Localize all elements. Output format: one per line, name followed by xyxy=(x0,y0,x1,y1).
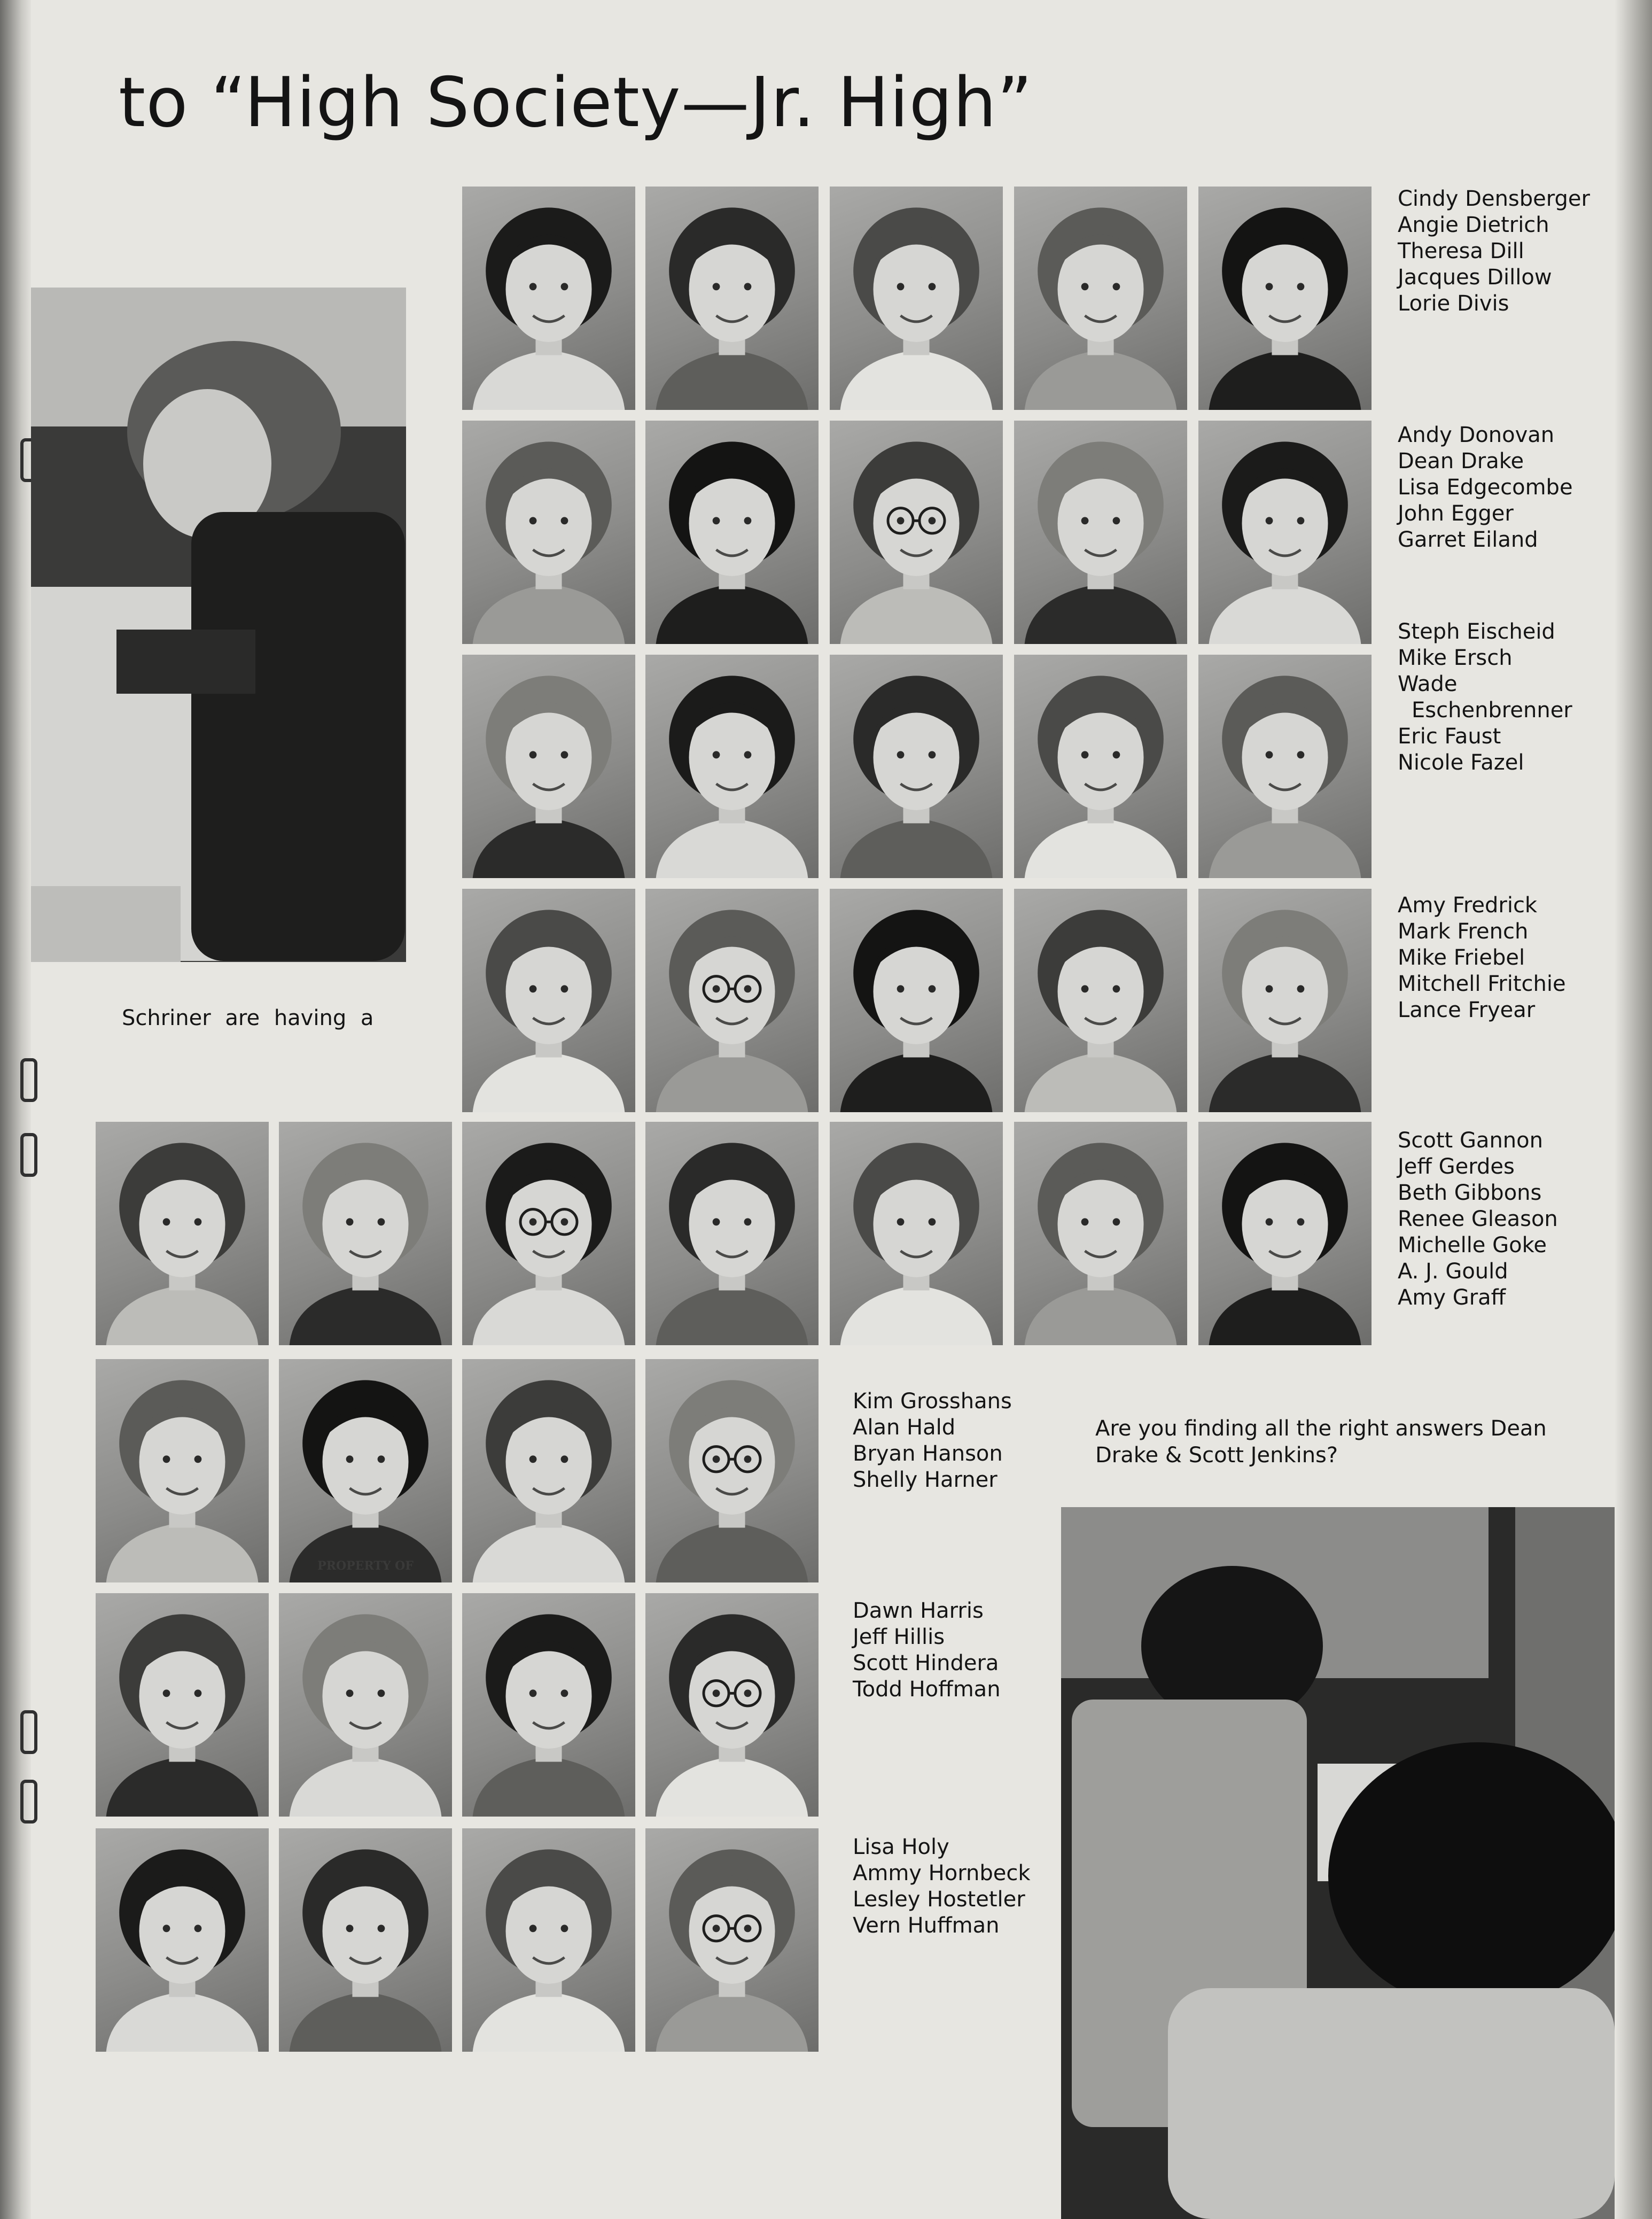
student-name: Jeff Gerdes xyxy=(1398,1154,1515,1179)
caption-right: Are you finding all the right answers Dean Drake & Scott Jenkins? xyxy=(1095,1416,1547,1468)
student-portrait xyxy=(1012,185,1189,412)
student-name: Mike Ersch xyxy=(1398,646,1513,670)
student-portrait xyxy=(94,1592,270,1818)
student-portrait xyxy=(1197,419,1373,646)
student-name: A. J. Gould xyxy=(1398,1259,1508,1284)
student-portrait xyxy=(94,1357,270,1584)
student-name: Todd Hoffman xyxy=(853,1677,1001,1702)
student-portrait xyxy=(94,1120,270,1347)
student-portrait xyxy=(461,653,637,880)
candid-photo-students-studying xyxy=(1061,1507,1615,2219)
student-name: Jeff Hillis xyxy=(853,1625,945,1649)
student-name: Steph Eischeid xyxy=(1398,619,1555,644)
student-name: Dean Drake xyxy=(1398,449,1524,474)
student-name: Amy Fredrick xyxy=(1398,893,1538,918)
student-portrait xyxy=(644,653,820,880)
student-portrait xyxy=(644,419,820,646)
name-list-row-4 xyxy=(1398,893,1566,1023)
student-portrait xyxy=(461,1357,637,1584)
student-portrait xyxy=(461,1592,637,1818)
student-portrait xyxy=(277,1827,454,2053)
student-portrait xyxy=(828,887,1004,1114)
student-portrait xyxy=(828,653,1004,880)
student-name: John Egger xyxy=(1398,501,1514,526)
student-name: Amy Graff xyxy=(1398,1285,1506,1310)
student-portrait xyxy=(461,1120,637,1347)
page-right-edge xyxy=(1615,0,1652,2219)
student-name: Garret Eiland xyxy=(1398,527,1538,552)
student-name: Beth Gibbons xyxy=(1398,1181,1542,1205)
student-name: Jacques Dillow xyxy=(1398,265,1552,290)
student-name: Ammy Hornbeck xyxy=(853,1861,1031,1886)
student-name: Andy Donovan xyxy=(1398,423,1555,447)
candid-photo-student-at-desk xyxy=(31,288,406,962)
student-name: Lance Fryear xyxy=(1398,998,1536,1022)
student-name: Alan Hald xyxy=(853,1415,956,1440)
binder-ring-mark xyxy=(20,1780,37,1824)
student-name: Cindy Densberger xyxy=(1398,187,1590,211)
student-name: Kim Grosshans xyxy=(853,1389,1012,1414)
student-portrait xyxy=(828,1120,1004,1347)
student-portrait xyxy=(461,185,637,412)
student-name: Mike Friebel xyxy=(1398,945,1525,970)
name-list-row-5 xyxy=(1398,1128,1558,1311)
student-name: Wade xyxy=(1398,672,1458,696)
student-name: Vern Huffman xyxy=(853,1913,1000,1938)
student-portrait xyxy=(1012,887,1189,1114)
student-name: Renee Gleason xyxy=(1398,1207,1558,1231)
student-portrait xyxy=(644,1592,820,1818)
student-portrait xyxy=(1197,1120,1373,1347)
student-portrait xyxy=(1197,887,1373,1114)
student-portrait xyxy=(828,419,1004,646)
caption-left: Schriner are having a xyxy=(122,1006,374,1030)
student-name-continued: Eschenbrenner xyxy=(1412,698,1572,723)
student-portrait xyxy=(644,1120,820,1347)
name-list-row-6 xyxy=(853,1388,1012,1493)
student-portrait xyxy=(644,1827,820,2053)
student-portrait xyxy=(1197,653,1373,880)
student-portrait xyxy=(277,1120,454,1347)
student-portrait xyxy=(644,185,820,412)
student-name: Scott Hindera xyxy=(853,1651,999,1675)
student-name: Lorie Divis xyxy=(1398,291,1509,316)
student-name: Nicole Fazel xyxy=(1398,750,1524,775)
name-list-row-8 xyxy=(853,1834,1030,1939)
name-list-row-2 xyxy=(1398,422,1573,553)
name-list-row-3 xyxy=(1398,619,1572,776)
student-portrait xyxy=(277,1592,454,1818)
student-name: Shelly Harner xyxy=(853,1468,998,1492)
student-portrait xyxy=(828,185,1004,412)
shirt-print-text: PROPERTY OF xyxy=(317,1559,414,1573)
student-portrait xyxy=(644,887,820,1114)
name-list-row-1 xyxy=(1398,186,1590,317)
student-portrait xyxy=(1012,1120,1189,1347)
student-name: Lisa Edgecombe xyxy=(1398,475,1573,500)
student-portrait xyxy=(1197,185,1373,412)
student-name: Theresa Dill xyxy=(1398,239,1524,263)
student-portrait xyxy=(461,887,637,1114)
student-portrait xyxy=(1012,653,1189,880)
binder-ring-mark xyxy=(20,1710,37,1754)
page-title: to “High Society—Jr. High” xyxy=(119,63,1033,143)
student-name: Bryan Hanson xyxy=(853,1441,1003,1466)
student-portrait xyxy=(461,1827,637,2053)
student-name: Angie Dietrich xyxy=(1398,213,1549,237)
student-portrait xyxy=(94,1827,270,2053)
student-name: Scott Gannon xyxy=(1398,1128,1543,1153)
student-portrait xyxy=(461,419,637,646)
binder-ring-mark xyxy=(20,1058,37,1102)
page-binding-edge xyxy=(0,0,31,2219)
name-list-row-7 xyxy=(853,1598,1001,1703)
student-name: Michelle Goke xyxy=(1398,1233,1547,1258)
student-name: Lesley Hostetler xyxy=(853,1887,1025,1912)
student-portrait xyxy=(644,1357,820,1584)
student-portrait xyxy=(1012,419,1189,646)
student-name: Dawn Harris xyxy=(853,1599,984,1623)
student-name: Eric Faust xyxy=(1398,724,1501,749)
student-name: Mitchell Fritchie xyxy=(1398,972,1566,996)
student-name: Mark French xyxy=(1398,919,1529,944)
binder-ring-mark xyxy=(20,1133,37,1177)
student-name: Lisa Holy xyxy=(853,1835,949,1859)
student-portrait xyxy=(277,1357,454,1584)
